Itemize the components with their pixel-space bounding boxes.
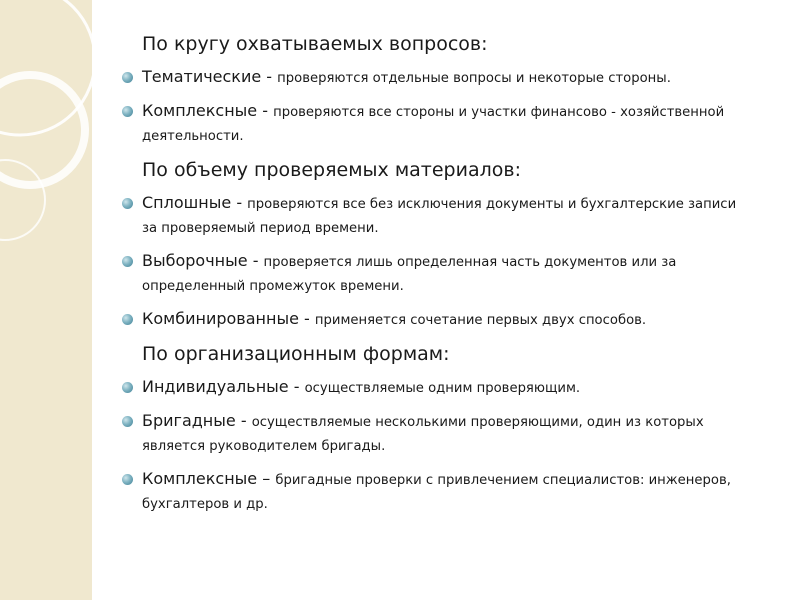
item-description: осуществляемые одним проверяющим. (304, 381, 581, 396)
item-term: Комплексные - (142, 101, 274, 120)
item-term: Тематические - (142, 67, 278, 86)
item-term: Комбинированные - (142, 309, 315, 328)
decorative-side-band (0, 0, 92, 600)
list-item (120, 250, 740, 298)
item-description: применяется сочетание первых двух способов. (314, 313, 647, 328)
list-item (120, 468, 740, 516)
item-term: Индивидуальные - (142, 377, 305, 396)
item-term: Выборочные - (142, 251, 264, 270)
item-description: проверяются отдельные вопросы и некоторые стороны. (277, 71, 671, 86)
item-description: бригадные проверки с привлечением специалистов: инженеров, бухгалтеров и др. (142, 473, 731, 512)
list-item (120, 192, 740, 240)
section-heading: По организационным формам: (142, 343, 450, 365)
list-item (120, 376, 740, 400)
list-item (120, 410, 740, 458)
list-item (120, 66, 740, 90)
section-heading: По кругу охватываемых вопросов: (142, 33, 488, 55)
decorative-circles (0, 0, 92, 600)
item-description: осуществляемые несколькими проверяющими, один из которых является руководителем бригады. (142, 415, 704, 454)
section-heading: По объему проверяемых материалов: (142, 159, 521, 181)
item-term: Комплексные – (142, 469, 276, 488)
slide-content (120, 32, 740, 526)
item-term: Сплошные - (142, 193, 248, 212)
decor-circle-large (0, 0, 92, 135)
list-item (120, 308, 740, 332)
item-description: проверяются все стороны и участки финансово - хозяйственной деятельности. (142, 105, 725, 144)
item-description: проверяются все без исключения документы и бухгалтерские записи за проверяемый период времени. (142, 197, 737, 236)
item-term: Бригадные - (142, 411, 252, 430)
item-description: проверяется лишь определенная часть документов или за определенный промежуток времени. (142, 255, 677, 294)
list-item (120, 100, 740, 148)
decor-circle-small (0, 160, 45, 240)
